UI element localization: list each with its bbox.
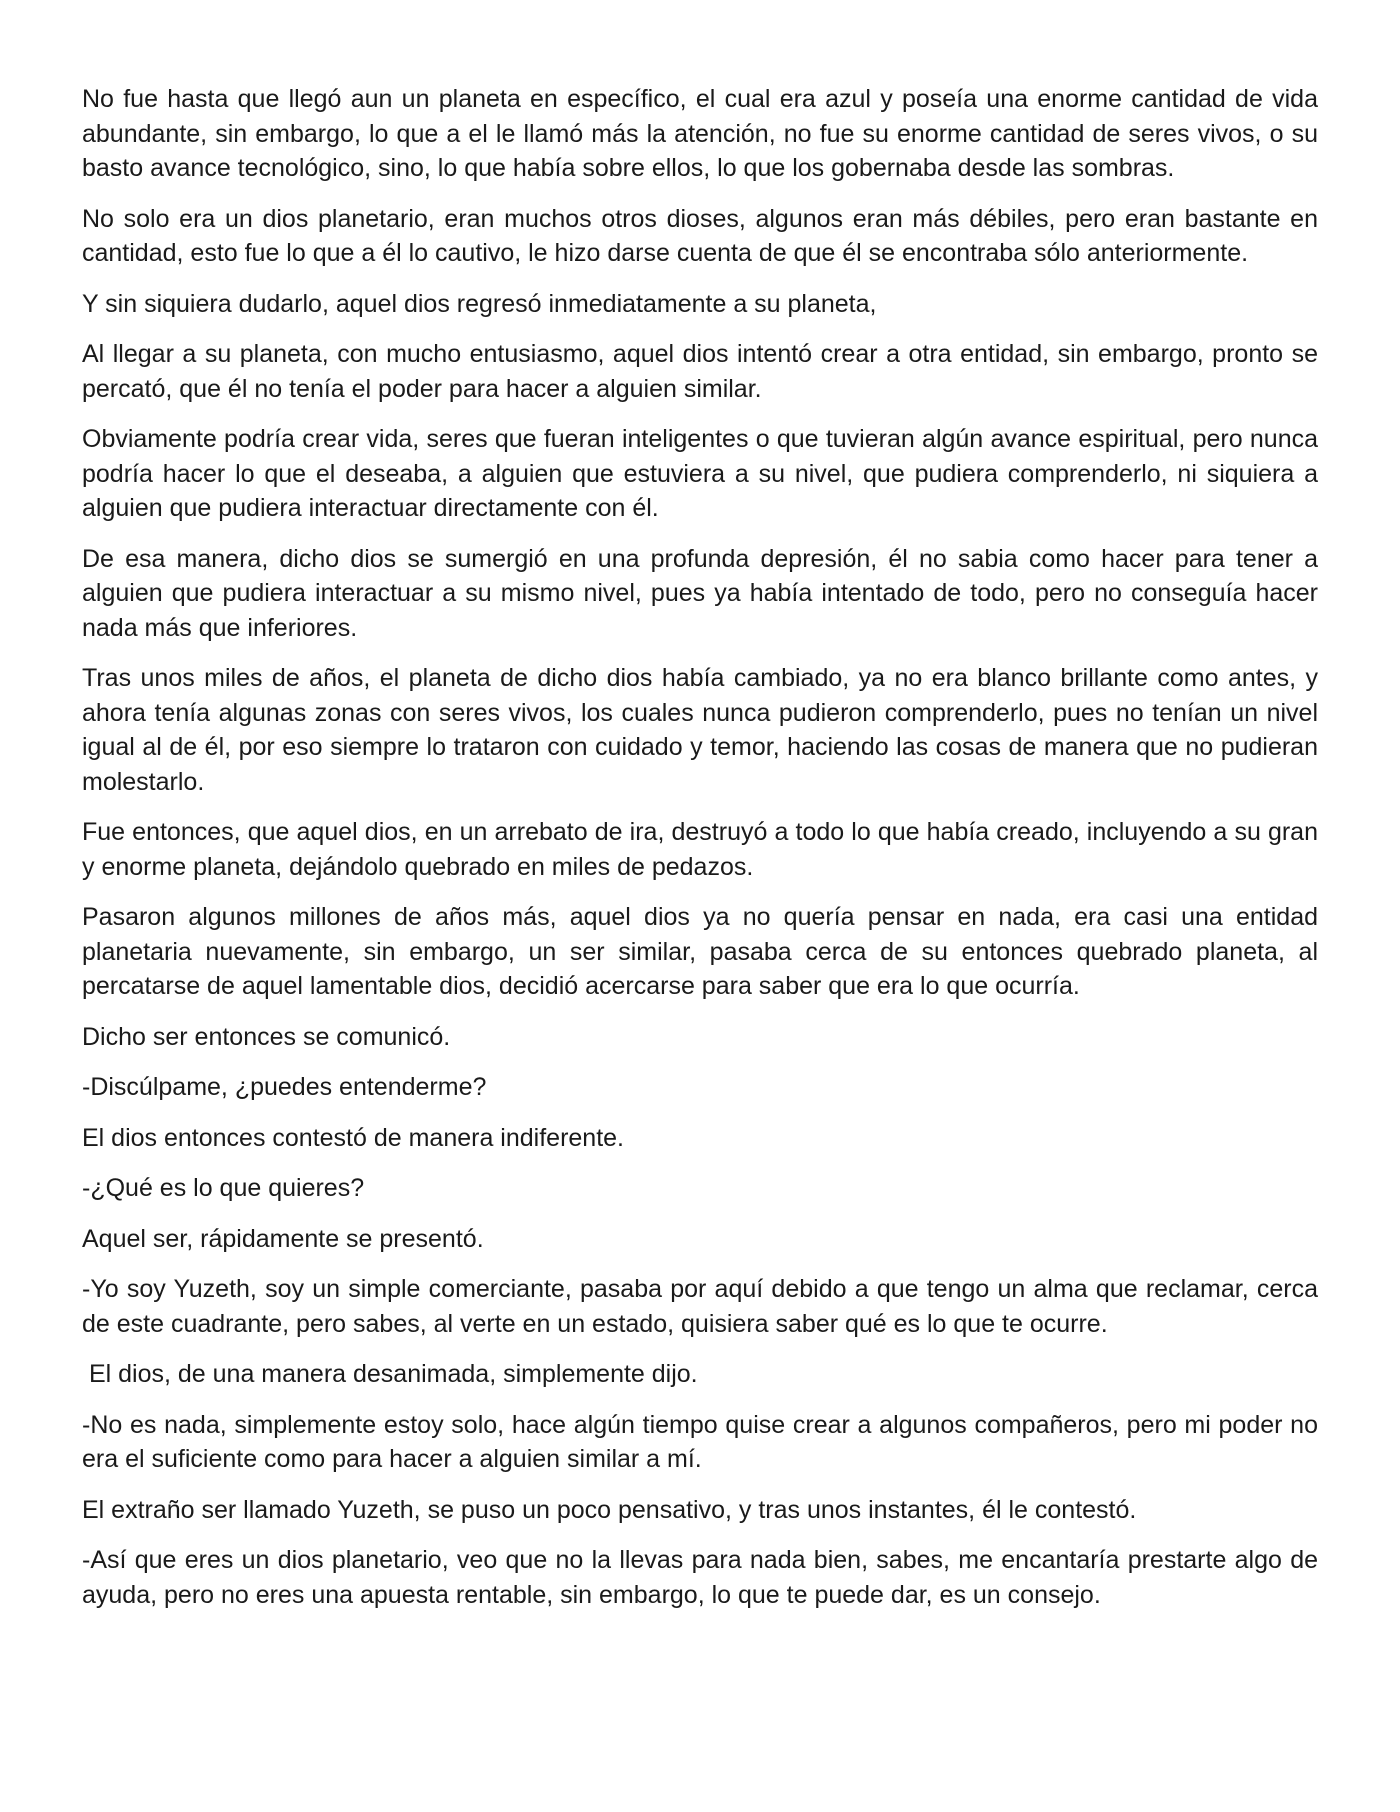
paragraph-1: No fue hasta que llegó aun un planeta en específico, el cual era azul y poseía una enorme cantidad de vida abundante, sin embargo, lo que a el le llamó más la atención, no fue su enorme cantidad de seres vivos, o su basto avance tecnológico, sino, lo que había sobre ellos, lo que los gobernaba desde las sombras. xyxy=(82,85,1318,182)
dialogue-line-5: -Así que eres un dios planetario, veo que no la llevas para nada bien, sabes, me encantaría prestarte algo de ayuda, pero no eres una apuesta rentable, sin embargo, lo que te puede dar, es un consejo. xyxy=(82,1546,1318,1609)
dialogue-line-4: -No es nada, simplemente estoy solo, hace algún tiempo quise crear a algunos compañeros, pero mi poder no era el suficiente como para hacer a alguien similar a mí. xyxy=(82,1410,1318,1473)
paragraph-16: El dios, de una manera desanimada, simplemente dijo. xyxy=(82,1360,698,1388)
paragraph-12: El dios entonces contestó de manera indiferente. xyxy=(82,1123,625,1152)
document-page xyxy=(82,82,1318,1628)
dialogue-line-3: -Yo soy Yuzeth, soy un simple comerciante, pasaba por aquí debido a que tengo un alma que reclamar, cerca de este cuadrante, pero sabes, al verte en un estado, quisiera saber qué es lo que te ocurre. xyxy=(82,1275,1318,1338)
paragraph-10: Dicho ser entonces se comunicó. xyxy=(82,1022,451,1051)
paragraph-8: Fue entonces, que aquel dios, en un arrebato de ira, destruyó a todo lo que había creado, incluyendo a su gran y enorme planeta, dejándolo quebrado en miles de pedazos. xyxy=(82,818,1318,881)
paragraph-6: De esa manera, dicho dios se sumergió en una profunda depresión, él no sabia como hacer para tener a alguien que pudiera interactuar a su mismo nivel, pues ya había intentado de todo, pero no conseguía hacer nada más que inferiores. xyxy=(82,544,1318,642)
paragraph-5: Obviamente podría crear vida, seres que fueran inteligentes o que tuvieran algún avance espiritual, pero nunca podría hacer lo que el deseaba, a alguien que estuviera a su nivel, que pudiera comprenderlo, ni siquiera a alguien que pudiera interactuar directamente con él. xyxy=(82,425,1318,522)
paragraph-9: Pasaron algunos millones de años más, aquel dios ya no quería pensar en nada, era casi una entidad planetaria nuevamente, sin embargo, un ser similar, pasaba cerca de su entonces quebrado planeta, al percatarse de aquel lamentable dios, decidió acercarse para saber que era lo que ocurría. xyxy=(82,903,1318,1000)
paragraph-2: No solo era un dios planetario, eran muchos otros dioses, algunos eran más débiles, pero eran bastante en cantidad, esto fue lo que a él lo cautivo, le hizo darse cuenta de que él se encontraba sólo anteriormente. xyxy=(82,204,1318,267)
paragraph-7: Tras unos miles de años, el planeta de dicho dios había cambiado, ya no era blanco brillante como antes, y ahora tenía algunas zonas con seres vivos, los cuales nunca pudieron comprenderlo, pues no tenían un nivel igual al de él, por eso siempre lo trataron con cuidado y temor, haciendo las cosas de manera que no pudieran molestarlo. xyxy=(82,664,1318,796)
dialogue-line-2: -¿Qué es lo que quieres? xyxy=(82,1174,365,1202)
paragraph-4: Al llegar a su planeta, con mucho entusiasmo, aquel dios intentó crear a otra entidad, sin embargo, pronto se percató, que él no tenía el poder para hacer a alguien similar. xyxy=(82,340,1318,403)
paragraph-14: Aquel ser, rápidamente se presentó. xyxy=(82,1224,484,1253)
paragraph-18: El extraño ser llamado Yuzeth, se puso un poco pensativo, y tras unos instantes, él le contestó. xyxy=(82,1495,1137,1524)
paragraph-3: Y sin siquiera dudarlo, aquel dios regresó inmediatamente a su planeta, xyxy=(82,289,877,318)
dialogue-line-1: -Discúlpame, ¿puedes entenderme? xyxy=(82,1073,487,1101)
